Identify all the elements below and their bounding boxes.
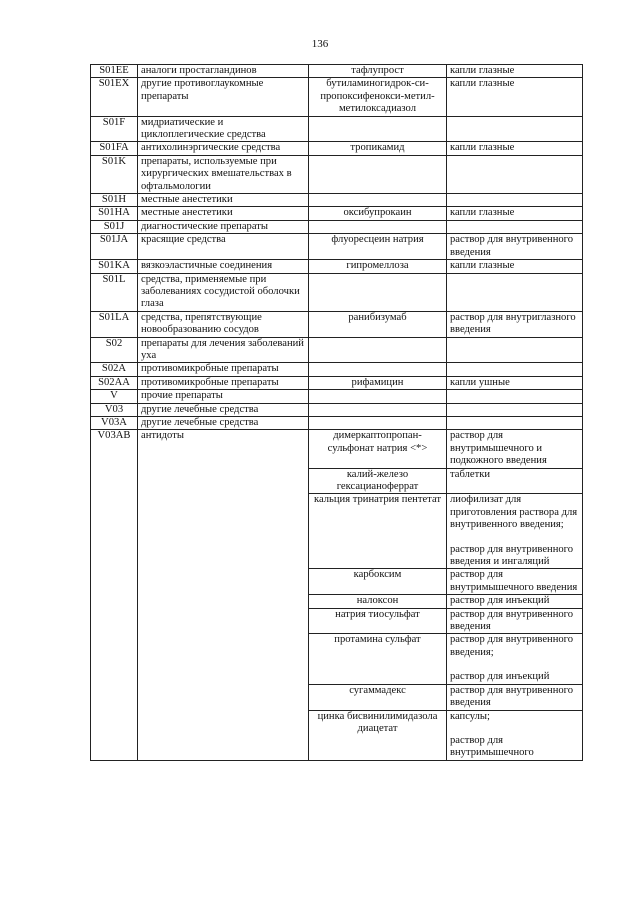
table-row	[91, 363, 583, 376]
atc-group-cell: прочие препараты	[138, 390, 309, 403]
dosage-form-cell	[447, 220, 583, 233]
dosage-form-cell	[447, 155, 583, 193]
drug-name-cell	[309, 363, 447, 376]
drug-name-cell: сугаммадекс	[309, 684, 447, 710]
drug-name-cell: гипромеллоза	[309, 260, 447, 273]
atc-code-cell: S01H	[91, 194, 138, 207]
dosage-form-cell	[447, 634, 583, 684]
drug-name-cell	[309, 337, 447, 363]
dosage-form-cell	[447, 376, 583, 389]
atc-group-cell: антихолинэргические средства	[138, 142, 309, 155]
dosage-form: раствор для внутримышечного	[450, 734, 534, 759]
atc-code-cell: V03AB	[91, 430, 138, 760]
drug-name-cell: протамина сульфат	[309, 634, 447, 684]
drug-name-cell: оксибупрокаин	[309, 207, 447, 220]
table-row	[91, 311, 583, 337]
table-row	[91, 390, 583, 403]
atc-group-cell: другие противоглаукомные препараты	[138, 78, 309, 116]
dosage-form-cell	[447, 194, 583, 207]
dosage-form-cell	[447, 595, 583, 608]
atc-code-cell: S01FA	[91, 142, 138, 155]
dosage-form-cell	[447, 273, 583, 311]
drug-name-cell: налоксон	[309, 595, 447, 608]
drug-name-cell: тропикамид	[309, 142, 447, 155]
table-row	[91, 116, 583, 142]
dosage-form-cell	[447, 260, 583, 273]
table-row	[91, 65, 583, 78]
drug-name-cell: флуоресцеин натрия	[309, 234, 447, 260]
atc-group-cell: препараты для лечения заболеваний уха	[138, 337, 309, 363]
atc-group-cell: красящие средства	[138, 234, 309, 260]
dosage-form-cell	[447, 337, 583, 363]
atc-code-cell: V03A	[91, 416, 138, 429]
atc-code-cell: S02A	[91, 363, 138, 376]
dosage-form: раствор для внутримышечного и подкожного введения	[450, 430, 547, 467]
drug-name-cell	[309, 390, 447, 403]
drug-name-cell	[309, 116, 447, 142]
table-row	[91, 273, 583, 311]
dosage-form-cell	[447, 684, 583, 710]
table-row	[91, 416, 583, 429]
atc-group-cell: мидриатические и циклоплегические средства	[138, 116, 309, 142]
dosage-form-cell	[447, 142, 583, 155]
table-row	[91, 220, 583, 233]
atc-code-cell: S01K	[91, 155, 138, 193]
dosage-form: капсулы;	[450, 710, 490, 722]
dosage-form-cell	[447, 116, 583, 142]
dosage-form: капли глазные	[450, 142, 515, 154]
drug-name-cell: кальция тринатрия пентетат	[309, 494, 447, 569]
drug-name-cell: калий-железо гексацианоферрат	[309, 468, 447, 494]
atc-code-cell: S01F	[91, 116, 138, 142]
atc-group-cell: препараты, используемые при хирургических вмешательствах в офтальмологии	[138, 155, 309, 193]
dosage-form: раствор для внутривенного введения	[450, 608, 574, 633]
table-row	[91, 155, 583, 193]
dosage-form: капли глазные	[450, 207, 515, 219]
atc-group-cell: противомикробные препараты	[138, 363, 309, 376]
atc-group-cell: аналоги простагландинов	[138, 65, 309, 78]
table-row	[91, 260, 583, 273]
dosage-form: таблетки	[450, 468, 491, 480]
dosage-form-cell	[447, 403, 583, 416]
table-row	[91, 337, 583, 363]
atc-group-cell: местные анестетики	[138, 207, 309, 220]
page-number: 136	[311, 38, 329, 50]
drug-name-cell	[309, 416, 447, 429]
dosage-form: раствор для инъекций	[450, 671, 550, 683]
atc-code-cell: V	[91, 390, 138, 403]
drug-name-cell: цинка бисвинилимидазола диацетат	[309, 710, 447, 760]
dosage-form: капли глазные	[450, 78, 515, 90]
atc-code-cell: S02	[91, 337, 138, 363]
form-spacer	[450, 659, 579, 671]
dosage-form-cell	[447, 234, 583, 260]
atc-group-cell: средства, препятствующие новообразованию сосудов	[138, 311, 309, 337]
atc-group-cell: другие лечебные средства	[138, 416, 309, 429]
atc-code-cell: S01HA	[91, 207, 138, 220]
table-row	[91, 376, 583, 389]
atc-group-cell: антидоты	[138, 430, 309, 760]
dosage-form-cell	[447, 207, 583, 220]
drug-name-cell	[309, 220, 447, 233]
atc-code-cell: S01L	[91, 273, 138, 311]
dosage-form: лиофилизат для приготовления раствора для внутривенного введения;	[450, 494, 578, 531]
drug-name-cell: карбоксим	[309, 569, 447, 595]
dosage-form-cell	[447, 363, 583, 376]
atc-code-cell: S01EE	[91, 65, 138, 78]
dosage-form-cell	[447, 494, 583, 569]
table-row	[91, 234, 583, 260]
dosage-form: раствор для инъекций	[450, 595, 550, 607]
table-row	[91, 430, 583, 468]
atc-code-cell: S01J	[91, 220, 138, 233]
dosage-form: раствор для внутривенного введения и ингаляций	[450, 543, 574, 568]
form-spacer	[450, 723, 579, 735]
dosage-form-cell	[447, 416, 583, 429]
dosage-form-cell	[447, 569, 583, 595]
atc-code-cell: S01LA	[91, 311, 138, 337]
drug-name-cell: ранибизумаб	[309, 311, 447, 337]
table-row	[91, 403, 583, 416]
dosage-form: капли глазные	[450, 65, 515, 76]
dosage-form-cell	[447, 430, 583, 468]
dosage-form-cell	[447, 78, 583, 116]
atc-group-cell: диагностические препараты	[138, 220, 309, 233]
drug-table	[90, 64, 583, 761]
atc-code-cell: S02AA	[91, 376, 138, 389]
dosage-form: капли глазные	[450, 260, 515, 272]
dosage-form: раствор для внутривенного введения;	[450, 634, 574, 658]
atc-group-cell: средства, применяемые при заболеваниях сосудистой оболочки глаза	[138, 273, 309, 311]
dosage-form: раствор для внутримышечного введения	[450, 569, 578, 593]
drug-name-cell	[309, 273, 447, 311]
drug-name-cell: натрия тиосульфат	[309, 608, 447, 634]
dosage-form-cell	[447, 390, 583, 403]
dosage-form: капли ушные	[450, 376, 510, 388]
table-row	[91, 78, 583, 116]
dosage-form-cell	[447, 468, 583, 494]
table-row	[91, 142, 583, 155]
drug-name-cell	[309, 194, 447, 207]
table-row	[91, 207, 583, 220]
drug-name-cell: димеркаптопропан-сульфонат натрия <*>	[309, 430, 447, 468]
atc-group-cell: местные анестетики	[138, 194, 309, 207]
table-row	[91, 194, 583, 207]
form-spacer	[450, 532, 579, 544]
dosage-form: раствор для внутривенного введения	[450, 684, 574, 709]
dosage-form: раствор для внутривенного введения	[450, 234, 574, 258]
drug-name-cell	[309, 403, 447, 416]
atc-code-cell: S01JA	[91, 234, 138, 260]
dosage-form-cell	[447, 710, 583, 760]
atc-code-cell: S01KA	[91, 260, 138, 273]
drug-name-cell: тафлупрост	[309, 65, 447, 78]
atc-code-cell: S01EX	[91, 78, 138, 116]
atc-code-cell: V03	[91, 403, 138, 416]
drug-name-cell	[309, 155, 447, 193]
atc-group-cell: другие лечебные средства	[138, 403, 309, 416]
dosage-form-cell	[447, 608, 583, 634]
dosage-form-cell	[447, 65, 583, 78]
drug-name-cell: бутиламиногидрок-си-пропоксифенокси-метил-метилоксадиазол	[309, 78, 447, 116]
atc-group-cell: противомикробные препараты	[138, 376, 309, 389]
dosage-form-cell	[447, 311, 583, 337]
atc-group-cell: вязкоэластичные соединения	[138, 260, 309, 273]
drug-name-cell: рифамицин	[309, 376, 447, 389]
dosage-form: раствор для внутриглазного введения	[450, 311, 576, 336]
